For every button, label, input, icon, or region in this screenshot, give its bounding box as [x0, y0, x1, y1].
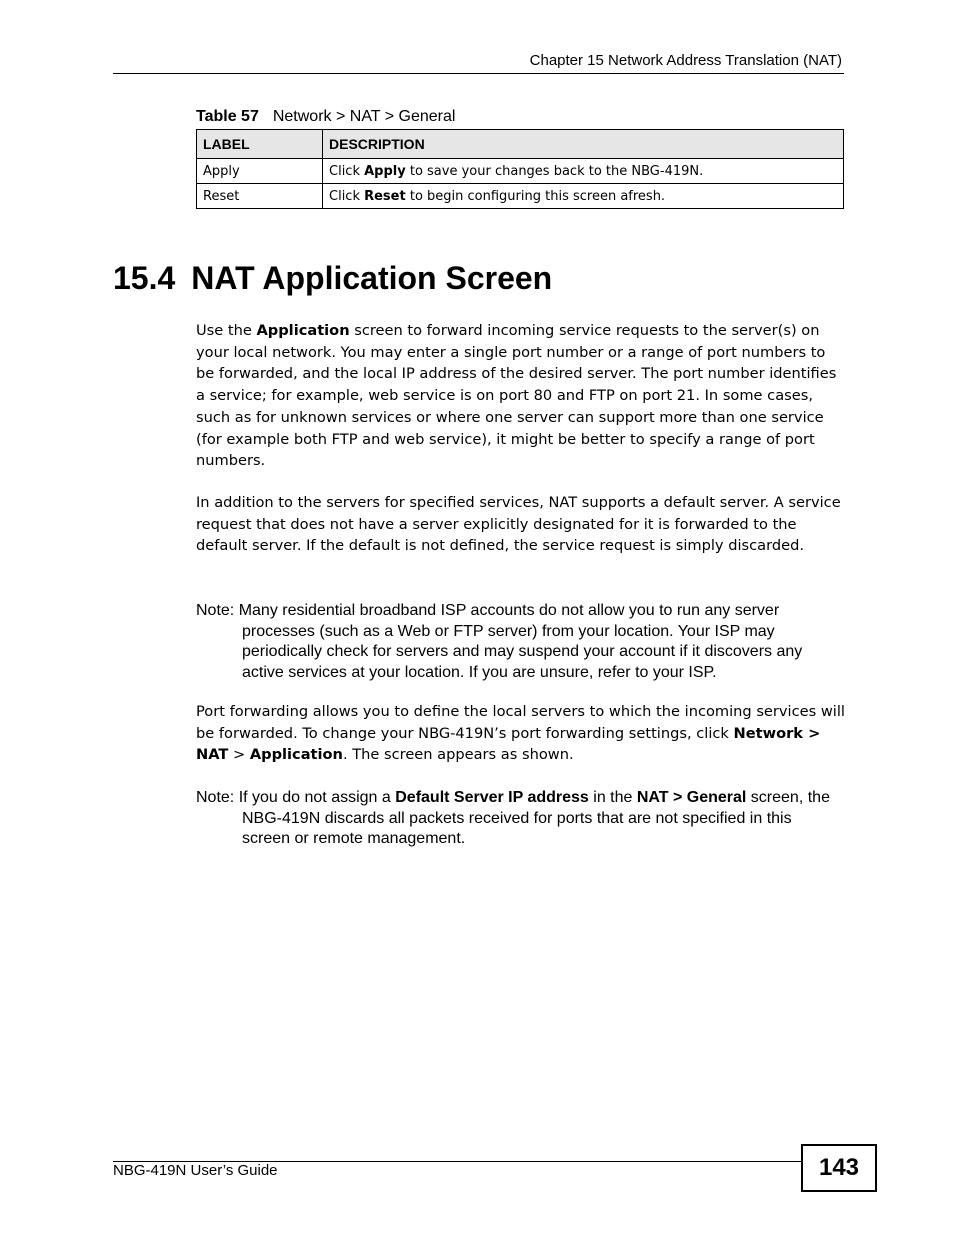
port-forwarding-paragraph: [196, 701, 846, 766]
description-text: to save your changes back to the NBG-419N.: [405, 163, 704, 179]
description-bold: Apply: [364, 163, 406, 179]
column-header-label: LABEL: [197, 130, 323, 159]
description-text: Click: [329, 188, 365, 204]
paragraph-bold: Application: [256, 322, 350, 339]
section-number: 15.4: [113, 260, 176, 296]
row-label: Reset: [197, 184, 323, 209]
nat-general-table: [196, 129, 844, 209]
note-text: Note: If you do not assign a: [196, 789, 396, 806]
paragraph-text: >: [228, 746, 250, 764]
column-header-description: DESCRIPTION: [323, 130, 844, 159]
table-caption: [196, 108, 455, 126]
intro-paragraph: [196, 320, 846, 472]
section-heading: [113, 260, 552, 297]
section-title: NAT Application Screen: [191, 260, 553, 296]
paragraph-bold: Application: [249, 746, 343, 764]
table-row: [197, 184, 844, 209]
row-description: [323, 159, 844, 184]
page-number: 143: [801, 1144, 877, 1192]
isp-note: Note: Many residential broadband ISP accounts do not allow you to run any server processes (such as a Web or FTP server) from your location. Your ISP may periodically check for servers and may suspend your account if it discovers any active services at your location. If you are unsure, refer to your ISP.: [196, 602, 803, 681]
note-text: screen, the NBG-419N discards all packets received for ports that are not specified in this screen or remote management.: [242, 789, 830, 847]
table-header-row: [197, 130, 844, 159]
description-text: Click: [329, 163, 365, 179]
header-divider: [113, 73, 844, 74]
note-bold: Default Server IP address: [395, 789, 589, 806]
description-bold: Reset: [364, 188, 406, 204]
paragraph-text: . The screen appears as shown.: [342, 746, 574, 764]
table-caption-title: Network > NAT > General: [272, 108, 456, 125]
chapter-header: Chapter 15 Network Address Translation (NAT): [529, 52, 842, 69]
table-caption-label: Table 57: [196, 108, 259, 125]
paragraph-text: screen to forward incoming service requests to the server(s) on your local network. You may enter a single port number or a range of port numbers to be forwarded, and the local IP address of the desired server. The port number identifies a service; for example, web service is on port 80 and FTP on port 21. In some cases, such as for unknown services or where one server can support more than one service (for example both FTP and web service), it might be better to specify a range of port numbers.: [196, 322, 837, 470]
footer-guide-title: NBG-419N User’s Guide: [113, 1162, 278, 1179]
table-row: [197, 159, 844, 184]
note-bold: NAT > General: [636, 789, 747, 806]
default-server-paragraph: In addition to the servers for specified services, NAT supports a default server. A service request that does not have a server explicitly designated for it is forwarded to the default server. If the default is not defined, the service request is simply discarded.: [196, 494, 841, 555]
paragraph-text: Use the: [196, 322, 257, 339]
row-label: Apply: [197, 159, 323, 184]
paragraph-text: Port forwarding allows you to define the local servers to which the incoming services will be forwarded. To change your NBG-419N’s port forwarding settings, click: [196, 703, 845, 742]
default-server-note: [196, 788, 844, 850]
paragraph-bold: Network > NAT: [196, 724, 821, 764]
description-text: to begin configuring this screen afresh.: [405, 188, 666, 204]
note-text: in the: [588, 789, 637, 806]
row-description: [323, 184, 844, 209]
